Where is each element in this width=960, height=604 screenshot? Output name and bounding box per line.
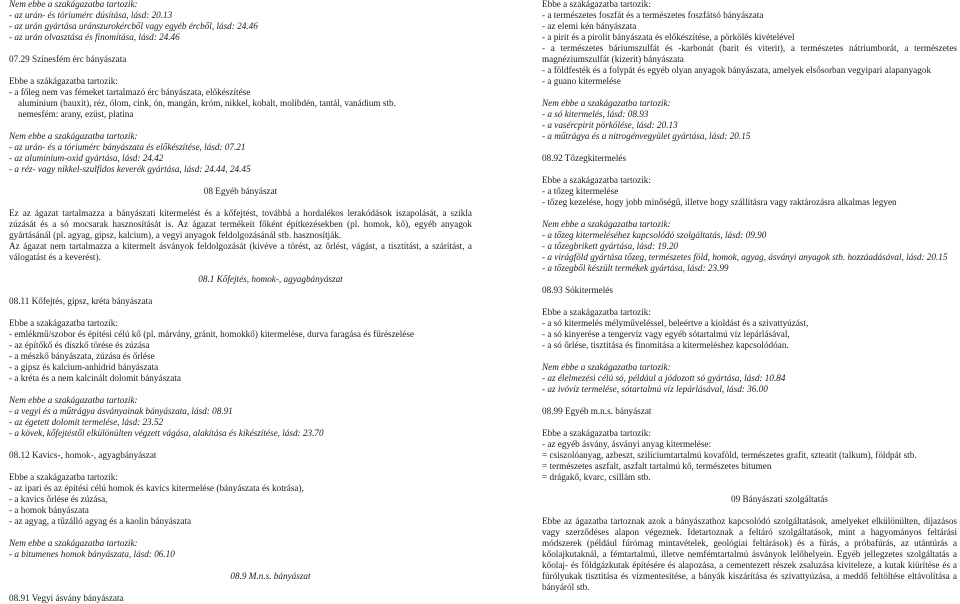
- excluded-item: - a bitumenes homok bányászata, lásd: 06.10: [9, 549, 175, 559]
- excluded-label: Nem ebbe a szakágazatba tartozik:: [9, 538, 138, 548]
- section-heading-0729: 07.29 Színesfém érc bányászata: [9, 54, 127, 64]
- included-item: - az ipari és az építési célú homok és kavics kitermelése (bányászata és kotrása),: [9, 483, 304, 493]
- included-item: - az építőkő és díszkő törése és zúzása: [9, 340, 150, 350]
- included-item: - a só őrlése, tisztítása és finomítása a kitermeléshez kapcsolódóan.: [542, 340, 789, 350]
- section-heading-0811: 08.11 Kőfejtés, gipsz, kréta bányászata: [9, 296, 153, 306]
- included-item: - emlékmű/szobor és építési célú kő (pl. márvány, gránit, homokkő) kitermelése, durva faragása és fűrészelése: [9, 329, 415, 339]
- excluded-item: - az ivóvíz termelése, sótartalmú víz lepárlásával, lásd: 36.00: [542, 384, 768, 394]
- excluded-label: Nem ebbe a szakágazatba tartozik:: [542, 362, 671, 372]
- included-item: - a természetes foszfát és a természetes foszfátsó bányászata: [542, 10, 764, 20]
- excluded-item: - a kövek, kőfejtéstől elkülönülten végzett vágása, alakítása és kikészítése, lásd: 23.70: [9, 428, 324, 438]
- included-item: - a mészkő bányászata, zúzása és őrlése: [9, 351, 155, 361]
- excluded-label: Nem ebbe a szakágazatba tartozik:: [9, 131, 138, 141]
- included-item: - a homok bányászata: [9, 505, 89, 515]
- excluded-label: Nem ebbe a szakágazatba tartozik:: [9, 395, 138, 405]
- excluded-item: - az urán olvasztása és finomítása, lásd: 24.46: [9, 32, 180, 42]
- included-item: - a gipsz és kalcium-anhidrid bányászata: [9, 362, 159, 372]
- included-item: - az agyag, a tűzálló agyag és a kaolin bányászata: [9, 516, 192, 526]
- included-item: - a guano kitermelése: [542, 76, 621, 86]
- section-08-paragraph: Az ágazat nem tartalmazza a kitermelt ásványok feldolgozását (kivéve a törést, az őrlést, vágást, a tisztítást, a szárítást, a válogatást és a keverést).: [9, 241, 472, 262]
- included-item: - a természetes báriumszulfát és -karbonát (barit és viterit), a természetes nátriumborát, a természetes magnéziumszulfát (kizerit) bányászata: [542, 43, 957, 64]
- included-item: = természetes aszfalt, aszfalt tartalmú kő, természetes bitumen: [542, 461, 772, 471]
- excluded-item: - a tőzeg kitermeléséhez kapcsolódó szolgáltatás, lásd: 09.90: [542, 230, 767, 240]
- excluded-item: - a tőzegbrikett gyártása, lásd: 19.20: [542, 241, 679, 251]
- section-08-paragraph: Ez az ágazat tartalmazza a bányászati kitermelést és a kőfejtést, továbbá a hordalékos lerakódások iszapolását, a szikla zúzását és a só mocsarak hasznosítását is. Az ágazat termékeit főként építkezésekben (pl. homok, kő), egyéb anyagok gyártásánál (pl. agyag, gipsz, kalcium), a vegyi anyagok feldolgozásánál stb. hasznosítják.: [9, 208, 472, 240]
- section-09-paragraph: Ebbe az ágazatba tartoznak azok a bányászathoz kapcsolódó szolgáltatások, amelyeket elkülönülten, díjazásos vagy szerződéses alapon végeznek. Idetartoznak a feltáró szolgáltatások, mint a hagyományos feltárási módszerek (például fúrómag mintavételek, geológiai feltárások) és a fúrás, a próbafúrás, az utántúrás a kőolajkutaknál, a fémtartalmú, illetve nemfémtartalmú ásványok lelőhelyein. Egyéb jellegzetes szolgáltatás a kőolaj- és földgázkutak építésére és alapozása, a cementezett részek zsaluzása kiviteleze, a kutak kiürítése és a fúrólyukak tisztítása és vízmentesítése, a bányák kiszárítása és szivattyúzása, a meddő feltöltése eltávolítása a bányáról stb.: [542, 516, 957, 592]
- excluded-item: - az alumínium-oxid gyártása, lásd: 24.42: [9, 153, 164, 163]
- included-item: - a só kitermelés mélyműveléssel, beleértve a kioldást és a szivattyúzást,: [542, 318, 809, 328]
- excluded-item: - a só kitermelés, lásd: 08.93: [542, 109, 649, 119]
- section-heading-09: 09 Bányászati szolgáltatás: [731, 494, 828, 504]
- included-item: - a pirit és a pirolit bányászata és előkészítése, a pörkölés kivételével: [542, 32, 795, 42]
- included-label: Ebbe a szakágazatba tartozik:: [542, 428, 651, 438]
- excluded-item: - a vasércpirit pörkölése, lásd: 20.13: [542, 120, 678, 130]
- section-heading-0892: 08.92 Tőzegkitermelés: [542, 153, 627, 163]
- excluded-item: - az égetett dolomit termelése, lásd: 23.52: [9, 417, 164, 427]
- excluded-item: - az urán- és a tóriumérc bányászata és előkészítése, lásd: 07.21: [9, 142, 246, 152]
- included-item: - tőzeg kezelése, hogy jobb minőségű, illetve hogy szállításra vagy raktározásra alkalmas legyen: [542, 197, 897, 207]
- included-item: = csiszolóanyag, azbeszt, szilíciumtartalmú kovaföld, természetes grafit, szteatit (talkum), földpát stb.: [542, 450, 917, 460]
- included-label: Ebbe a szakágazatba tartozik:: [9, 472, 118, 482]
- excluded-item: - a virágföld gyártása tőzeg, természetes föld, homok, agyag, ásványi anyagok stb. hozzáadásával, lásd: 20.15: [542, 252, 948, 262]
- excluded-item: - a műtrágya és a nitrogénvegyület gyártása, lásd: 20.15: [542, 131, 751, 141]
- excluded-label: Nem ebbe a szakágazatba tartozik:: [9, 0, 138, 9]
- excluded-label: Nem ebbe a szakágazatba tartozik:: [542, 219, 671, 229]
- excluded-item: - az urán- és tóriumérc dúsítása, lásd: 20.13: [9, 10, 173, 20]
- precious-metals: nemesfém: arany, ezüst, platina: [18, 109, 134, 119]
- excluded-item: - a vegyi és a műtrágya ásványainak bányászata, lásd: 08.91: [9, 406, 233, 416]
- section-heading-0812: 08.12 Kavics-, homok-, agyagbányászat: [9, 450, 157, 460]
- included-item: - a kréta és a nem kalcinált dolomit bányászata: [9, 373, 181, 383]
- excluded-label: Nem ebbe a szakágazatba tartozik:: [542, 98, 671, 108]
- included-item: - az egyéb ásvány, ásványi anyag kitermelése:: [542, 439, 712, 449]
- section-heading-0893: 08.93 Sókitermelés: [542, 285, 613, 295]
- right-column: [542, 0, 957, 593]
- section-heading-0891: 08.91 Vegyi ásvány bányászata: [9, 593, 124, 603]
- included-label: Ebbe a szakágazatba tartozik:: [9, 318, 118, 328]
- metals-list: alumínium (bauxit), réz, ólom, cink, ón, mangán, króm, nikkel, kobalt, molibdén, tantál, vanádium stb.: [18, 98, 396, 108]
- included-item: - a tőzeg kitermelése: [542, 186, 619, 196]
- included-label: Ebbe a szakágazatba tartozik:: [542, 175, 651, 185]
- excluded-item: - az urán gyártása uránszurokércből vagy egyéb ércből, lásd: 24.46: [9, 21, 258, 31]
- included-item: - a földfesték és a folypát és egyéb olyan anyagok bányászata, amelyek elsősorban vegyipari alapanyagok: [542, 65, 932, 75]
- section-heading-0899: 08.99 Egyéb m.n.s. bányászat: [542, 406, 652, 416]
- included-item: - a só kinyerése a tengervíz vagy egyéb sótartalmú víz lepárlásával,: [542, 329, 790, 339]
- included-label: Ebbe a szákágazatba tartozik:: [9, 76, 118, 86]
- included-item: - az elemi kén bányászata: [542, 21, 637, 31]
- left-column: [9, 0, 472, 604]
- excluded-item: - a réz- vagy nikkel-szulfidos keverék gyártása, lásd: 24.44, 24.45: [9, 164, 251, 174]
- included-label: Ebbe a szakágazatba tartozik:: [542, 0, 651, 9]
- subsection-heading-089: 08.9 M.n.s. bányászat: [230, 571, 311, 581]
- subsection-heading-081: 08.1 Kőfejtés, homok-, agyagbányászat: [198, 274, 343, 284]
- section-heading-08: 08 Egyéb bányászat: [203, 186, 278, 196]
- included-item: = drágakő, kvarc, csillám stb.: [542, 472, 651, 482]
- included-item: - a kavics őrlése és zúzása,: [9, 494, 108, 504]
- included-item: - a főleg nem vas fémeket tartalmazó érc bányászata, előkészítése: [9, 87, 251, 97]
- excluded-item: - az élelmezési célú só, például a jódozott só gyártása, lásd: 10.84: [542, 373, 786, 383]
- excluded-item: - a tőzegből készült termékek gyártása, lásd: 23.99: [542, 263, 729, 273]
- included-label: Ebbe a szakágazatba tartozik:: [542, 307, 651, 317]
